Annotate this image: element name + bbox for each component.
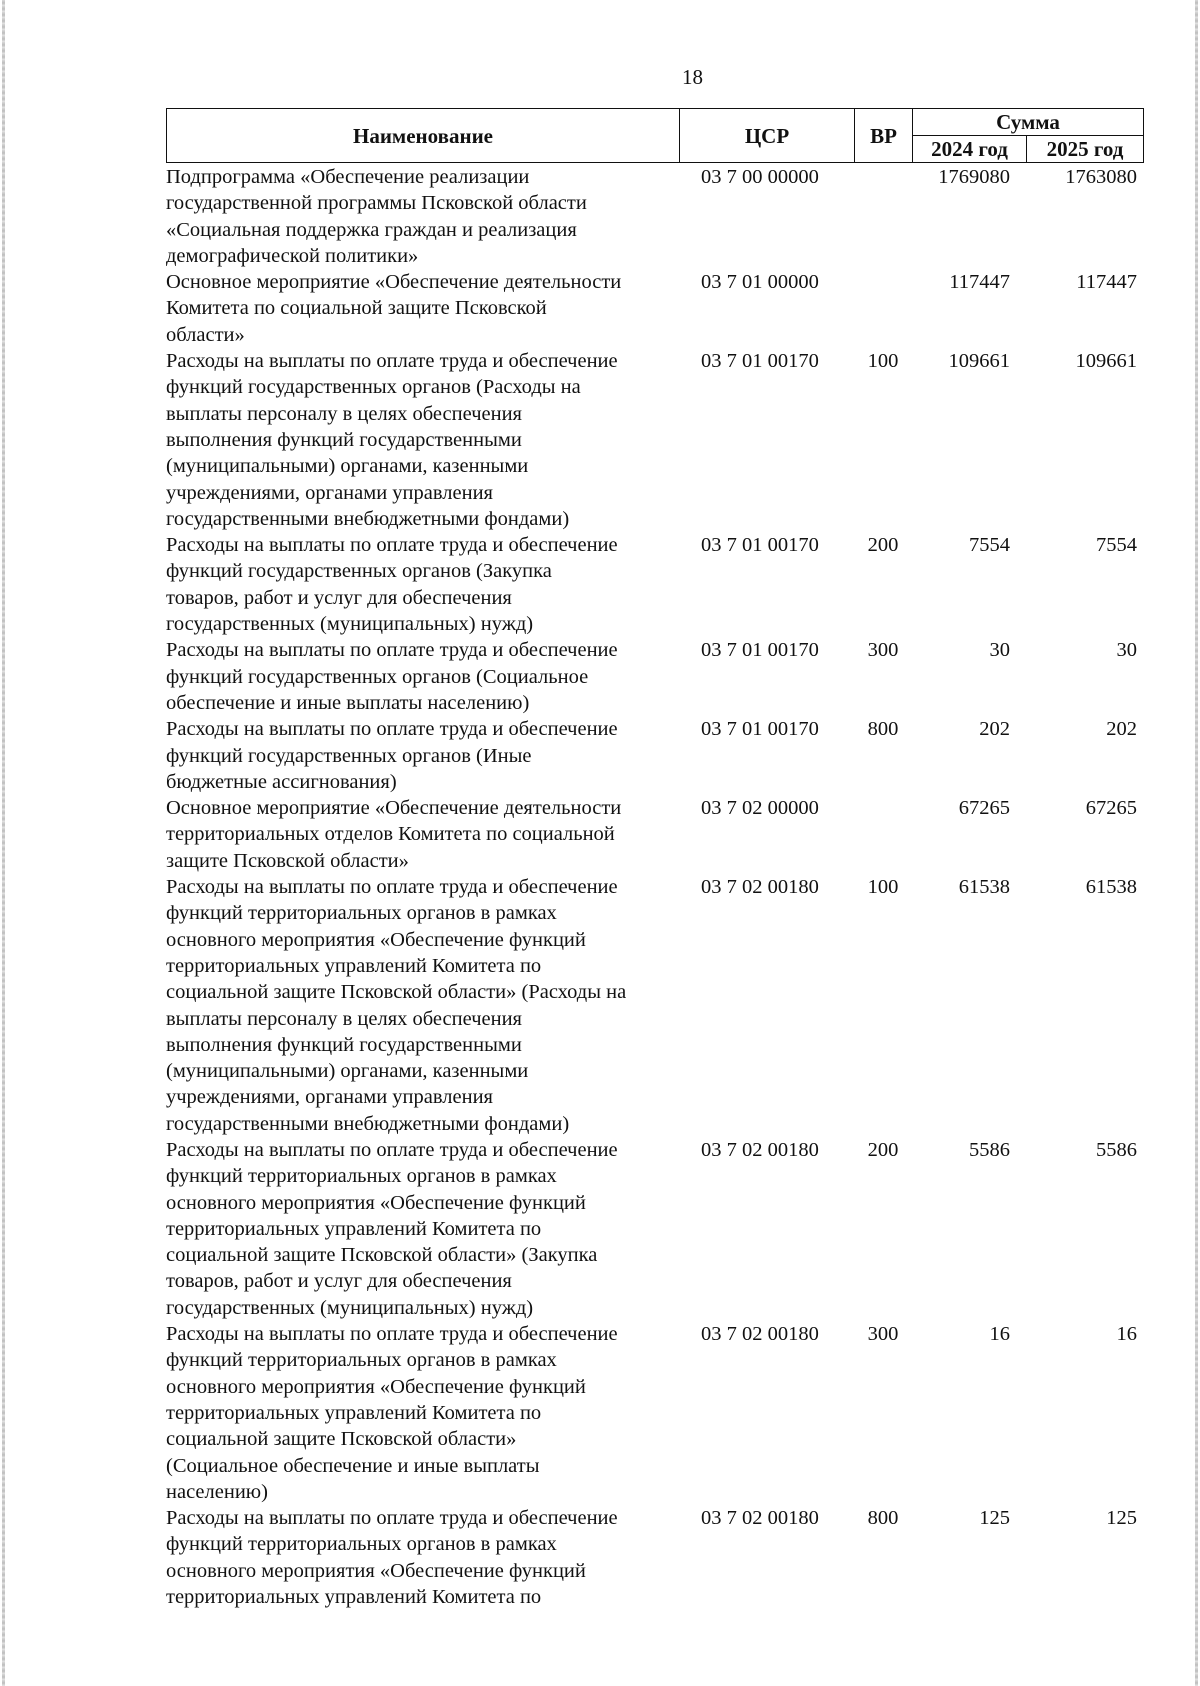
row-name-line: основного мероприятия «Обеспечение функций [166, 1375, 586, 1398]
table-row [166, 1137, 1143, 1321]
row-name-line: Основное мероприятие «Обеспечение деятельности [166, 797, 622, 820]
row-name-line: территориальных управлений Комитета по [166, 1217, 542, 1240]
row-sum-2024: 16 [989, 1323, 1010, 1346]
row-name-line: Расходы на выплаты по оплате труда и обеспечение [166, 350, 618, 373]
table-row [166, 1505, 1143, 1610]
row-vr: 800 [867, 718, 899, 741]
row-name [166, 795, 679, 874]
header-sum: Сумма [913, 109, 1144, 136]
row-name [166, 1321, 679, 1505]
row-vr: 300 [867, 639, 899, 662]
row-name-line: (Социальное обеспечение и иные выплаты [166, 1454, 540, 1477]
row-name-line: государственной программы Псковской области [166, 192, 587, 215]
row-csr: 03 7 01 00170 [701, 639, 819, 662]
row-name-line: Основное мероприятие «Обеспечение деятельности [166, 271, 622, 294]
row-name-line: учреждениями, органами управления [166, 1086, 493, 1109]
row-name-line: социальной защите Псковской области» (Закупка [166, 1244, 598, 1267]
row-sum-2024: 61538 [958, 876, 1010, 899]
row-vr: 200 [867, 1138, 899, 1161]
table-row [166, 164, 1143, 269]
row-name-line: выплаты персоналу в целях обеспечения [166, 1007, 522, 1030]
table-row [166, 874, 1143, 1137]
row-vr: 100 [867, 350, 899, 373]
page-number: 18 [682, 65, 703, 89]
row-name-line: Подпрограмма «Обеспечение реализации [166, 166, 530, 188]
row-vr [854, 795, 912, 874]
row-name-line: функций территориальных органов в рамках [166, 1165, 557, 1188]
row-vr: 200 [867, 534, 899, 557]
row-sum-2024: 109661 [948, 350, 1010, 373]
row-name-line: функций территориальных органов в рамках [166, 1349, 557, 1372]
table-row [166, 637, 1143, 716]
row-sum-2025: 30 [1116, 639, 1137, 662]
table-rows [166, 164, 1143, 1610]
row-sum-2025: 7554 [1096, 534, 1137, 557]
row-name [166, 1505, 679, 1610]
row-sum-2025: 1763080 [1065, 166, 1137, 188]
row-csr: 03 7 00 00000 [701, 166, 819, 188]
row-sum-2024: 117447 [949, 271, 1010, 294]
row-name-line: функций территориальных органов в рамках [166, 902, 557, 925]
row-name-line: территориальных управлений Комитета по [166, 1401, 542, 1424]
row-sum-2025: 61538 [1085, 876, 1137, 899]
row-name-line: функций государственных органов (Иные [166, 744, 532, 767]
scan-edge-right [1195, 0, 1198, 1686]
header-year-2024: 2024 год [913, 136, 1027, 163]
row-name [166, 874, 679, 1137]
row-name-line: товаров, работ и услуг для обеспечения [166, 586, 512, 609]
row-vr: 100 [867, 876, 899, 899]
row-vr [854, 164, 912, 269]
budget-table-body [166, 164, 1143, 1610]
row-csr: 03 7 01 00170 [701, 534, 819, 557]
row-sum-2024: 67265 [958, 797, 1010, 820]
row-sum-2024: 30 [989, 639, 1010, 662]
table-row [166, 1321, 1143, 1505]
row-sum-2025: 67265 [1085, 797, 1137, 820]
row-sum-2025: 202 [1106, 718, 1137, 741]
row-sum-2024: 1769080 [938, 166, 1010, 188]
row-name-line: Расходы на выплаты по оплате труда и обеспечение [166, 1507, 618, 1530]
row-name-line: населению) [166, 1480, 268, 1503]
header-vr: ВР [855, 109, 913, 163]
row-sum-2025: 109661 [1075, 350, 1137, 373]
row-name-line: государственных (муниципальных) нужд) [166, 1296, 534, 1319]
row-name [166, 1137, 679, 1321]
row-csr: 03 7 01 00170 [701, 718, 819, 741]
row-name-line: товаров, работ и услуг для обеспечения [166, 1270, 512, 1293]
row-name-line: основного мероприятия «Обеспечение функций [166, 928, 586, 951]
row-csr: 03 7 02 00180 [701, 876, 819, 899]
table-row [166, 716, 1143, 795]
table-row [166, 269, 1143, 348]
row-name-line: Расходы на выплаты по оплате труда и обеспечение [166, 718, 618, 741]
row-sum-2024: 7554 [969, 534, 1010, 557]
row-name [166, 164, 679, 269]
row-name-line: Расходы на выплаты по оплате труда и обеспечение [166, 639, 618, 662]
row-name-line: области» [166, 323, 245, 346]
row-name-line: государственными внебюджетными фондами) [166, 1112, 570, 1135]
row-name-line: Расходы на выплаты по оплате труда и обеспечение [166, 1323, 618, 1346]
row-sum-2025: 125 [1106, 1507, 1137, 1530]
row-name-line: функций государственных органов (Закупка [166, 560, 552, 583]
row-name-line: социальной защите Псковской области» [166, 1428, 517, 1451]
table-row [166, 795, 1143, 874]
row-name-line: территориальных управлений Комитета по [166, 1586, 542, 1609]
row-name-line: основного мероприятия «Обеспечение функций [166, 1559, 586, 1582]
row-name-line: Расходы на выплаты по оплате труда и обеспечение [166, 534, 618, 557]
row-name-line: государственными внебюджетными фондами) [166, 507, 570, 530]
row-vr [854, 269, 912, 348]
row-name-line: обеспечение и иные выплаты населению) [166, 691, 530, 714]
scan-edge-left [2, 0, 5, 1686]
row-name-line: государственных (муниципальных) нужд) [166, 613, 534, 636]
row-name [166, 348, 679, 532]
row-name-line: функций территориальных органов в рамках [166, 1533, 557, 1556]
row-name-line: бюджетные ассигнования) [166, 770, 397, 793]
row-csr: 03 7 02 00180 [701, 1138, 819, 1161]
row-name [166, 637, 679, 716]
row-vr: 800 [867, 1507, 899, 1530]
row-name-line: функций государственных органов (Социальное [166, 665, 589, 688]
row-sum-2024: 5586 [969, 1138, 1010, 1161]
row-name-line: выполнения функций государственными [166, 1033, 522, 1056]
header-name: Наименование [167, 109, 680, 163]
row-name-line: территориальных управлений Комитета по [166, 954, 542, 977]
row-name-line: «Социальная поддержка граждан и реализация [166, 218, 577, 241]
table-header [166, 108, 1144, 163]
row-csr: 03 7 01 00000 [701, 271, 819, 294]
row-csr: 03 7 02 00000 [701, 797, 819, 820]
row-name-line: функций государственных органов (Расходы на [166, 376, 581, 399]
row-sum-2025: 117447 [1076, 271, 1137, 294]
row-name-line: демографической политики» [166, 244, 419, 267]
row-name-line: выполнения функций государственными [166, 428, 522, 451]
row-sum-2024: 202 [979, 718, 1010, 741]
row-sum-2024: 125 [979, 1507, 1010, 1530]
table-row [166, 348, 1143, 532]
row-vr: 300 [867, 1323, 899, 1346]
row-csr: 03 7 01 00170 [701, 350, 819, 373]
row-name-line: (муниципальными) органами, казенными [166, 455, 529, 478]
row-name [166, 269, 679, 348]
row-sum-2025: 5586 [1096, 1138, 1137, 1161]
row-sum-2025: 16 [1116, 1323, 1137, 1346]
row-name-line: Расходы на выплаты по оплате труда и обеспечение [166, 1138, 618, 1161]
row-name-line: выплаты персоналу в целях обеспечения [166, 402, 522, 425]
row-name-line: социальной защите Псковской области» (Расходы на [166, 981, 627, 1004]
row-csr: 03 7 02 00180 [701, 1507, 819, 1530]
row-name-line: территориальных отделов Комитета по социальной [166, 823, 615, 846]
row-name [166, 716, 679, 795]
row-name [166, 532, 679, 637]
row-name-line: Расходы на выплаты по оплате труда и обеспечение [166, 876, 618, 899]
row-name-line: основного мероприятия «Обеспечение функций [166, 1191, 586, 1214]
header-csr: ЦСР [680, 109, 855, 163]
row-name-line: (муниципальными) органами, казенными [166, 1060, 529, 1083]
row-name-line: защите Псковской области» [166, 849, 409, 872]
row-name-line: учреждениями, органами управления [166, 481, 493, 504]
table-row [166, 532, 1143, 637]
header-year-2025: 2025 год [1027, 136, 1144, 163]
row-name-line: Комитета по социальной защите Псковской [166, 297, 547, 320]
row-csr: 03 7 02 00180 [701, 1323, 819, 1346]
